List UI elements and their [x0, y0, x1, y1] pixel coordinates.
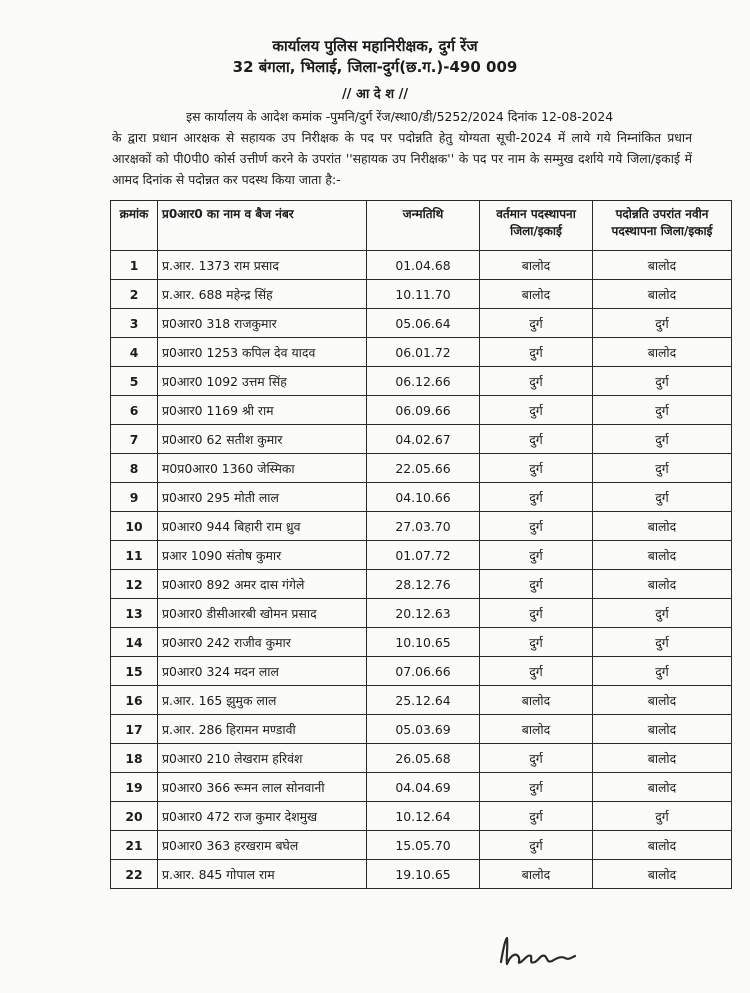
cell-dob: 01.04.68 — [367, 251, 480, 280]
header-serial: क्रमांक — [111, 201, 158, 251]
cell-new-posting: दुर्ग — [593, 454, 732, 483]
cell-name: प्र0आर0 डीसीआरबी खोमन प्रसाद — [158, 599, 367, 628]
cell-name: प्र0आर0 472 राज कुमार देशमुख — [158, 802, 367, 831]
paragraph-first-line: इस कार्यालय के आदेश कमांक -पुमनि/दुर्ग रेंज/स्था0/डी/5252/2024 दिनांक 12-08-2024 — [186, 109, 614, 124]
table-row — [111, 686, 732, 715]
cell-new-posting: दुर्ग — [593, 425, 732, 454]
cell-serial: 20 — [111, 802, 158, 831]
cell-dob: 01.07.72 — [367, 541, 480, 570]
cell-dob: 10.10.65 — [367, 628, 480, 657]
cell-current-posting: दुर्ग — [480, 744, 593, 773]
cell-current-posting: दुर्ग — [480, 541, 593, 570]
cell-serial: 5 — [111, 367, 158, 396]
cell-serial: 11 — [111, 541, 158, 570]
cell-dob: 28.12.76 — [367, 570, 480, 599]
cell-serial: 16 — [111, 686, 158, 715]
cell-serial: 22 — [111, 860, 158, 889]
cell-serial: 15 — [111, 657, 158, 686]
table-row — [111, 512, 732, 541]
cell-current-posting: दुर्ग — [480, 802, 593, 831]
cell-dob: 06.01.72 — [367, 338, 480, 367]
cell-name: म0प्र0आर0 1360 जेस्मिका — [158, 454, 367, 483]
cell-new-posting: दुर्ग — [593, 599, 732, 628]
table-row — [111, 831, 732, 860]
cell-current-posting: दुर्ग — [480, 483, 593, 512]
table-row — [111, 483, 732, 512]
header-current-posting: वर्तमान पदस्थापना जिला/इकाई — [480, 201, 593, 251]
cell-current-posting: बालोद — [480, 715, 593, 744]
office-address: 32 बंगला, भिलाई, जिला-दुर्ग(छ.ग.)-490 009 — [232, 58, 518, 76]
cell-dob: 04.04.69 — [367, 773, 480, 802]
table-row — [111, 367, 732, 396]
cell-serial: 4 — [111, 338, 158, 367]
cell-new-posting: दुर्ग — [593, 628, 732, 657]
cell-new-posting: बालोद — [593, 512, 732, 541]
table-row — [111, 599, 732, 628]
cell-current-posting: दुर्ग — [480, 425, 593, 454]
cell-new-posting: दुर्ग — [593, 396, 732, 425]
cell-name: प्र0आर0 1169 श्री राम — [158, 396, 367, 425]
signature — [495, 932, 585, 972]
cell-name: प्र.आर. 845 गोपाल राम — [158, 860, 367, 889]
cell-name: प्र0आर0 62 सतीश कुमार — [158, 425, 367, 454]
table-row — [111, 280, 732, 309]
cell-name: प्र.आर. 286 हिरामन मण्डावी — [158, 715, 367, 744]
header-dob: जन्मतिथि — [367, 201, 480, 251]
cell-current-posting: बालोद — [480, 280, 593, 309]
cell-dob: 04.10.66 — [367, 483, 480, 512]
cell-serial: 1 — [111, 251, 158, 280]
table-row — [111, 454, 732, 483]
cell-dob: 07.06.66 — [367, 657, 480, 686]
cell-name: प्र0आर0 318 राजकुमार — [158, 309, 367, 338]
table-body — [111, 251, 732, 889]
cell-serial: 10 — [111, 512, 158, 541]
cell-current-posting: दुर्ग — [480, 570, 593, 599]
cell-dob: 25.12.64 — [367, 686, 480, 715]
table-row — [111, 773, 732, 802]
cell-dob: 22.05.66 — [367, 454, 480, 483]
cell-dob: 06.12.66 — [367, 367, 480, 396]
cell-current-posting: दुर्ग — [480, 367, 593, 396]
cell-serial: 3 — [111, 309, 158, 338]
cell-new-posting: दुर्ग — [593, 483, 732, 512]
cell-dob: 10.12.64 — [367, 802, 480, 831]
cell-new-posting: बालोद — [593, 280, 732, 309]
cell-serial: 2 — [111, 280, 158, 309]
table-header-row — [111, 201, 732, 251]
table-row — [111, 715, 732, 744]
table-row — [111, 396, 732, 425]
table-row — [111, 338, 732, 367]
table-row — [111, 657, 732, 686]
table-row — [111, 802, 732, 831]
cell-new-posting: बालोद — [593, 715, 732, 744]
cell-serial: 12 — [111, 570, 158, 599]
cell-name: प्र0आर0 242 राजीव कुमार — [158, 628, 367, 657]
table-row — [111, 628, 732, 657]
cell-dob: 06.09.66 — [367, 396, 480, 425]
cell-name: प्र0आर0 324 मदन लाल — [158, 657, 367, 686]
cell-new-posting: दुर्ग — [593, 802, 732, 831]
cell-new-posting: दुर्ग — [593, 657, 732, 686]
cell-name: प्र.आर. 688 महेन्द्र सिंह — [158, 280, 367, 309]
cell-dob: 05.06.64 — [367, 309, 480, 338]
cell-dob: 10.11.70 — [367, 280, 480, 309]
cell-dob: 20.12.63 — [367, 599, 480, 628]
table-row — [111, 541, 732, 570]
cell-new-posting: बालोद — [593, 860, 732, 889]
cell-name: प्र0आर0 892 अमर दास गंगेले — [158, 570, 367, 599]
cell-current-posting: दुर्ग — [480, 628, 593, 657]
cell-dob: 26.05.68 — [367, 744, 480, 773]
cell-new-posting: बालोद — [593, 541, 732, 570]
cell-name: प्र0आर0 295 मोती लाल — [158, 483, 367, 512]
table-row — [111, 251, 732, 280]
cell-new-posting: बालोद — [593, 570, 732, 599]
cell-name: प्र0आर0 1092 उत्तम सिंह — [158, 367, 367, 396]
cell-name: प्र.आर. 1373 राम प्रसाद — [158, 251, 367, 280]
cell-current-posting: दुर्ग — [480, 309, 593, 338]
cell-new-posting: बालोद — [593, 831, 732, 860]
cell-new-posting: बालोद — [593, 773, 732, 802]
cell-new-posting: बालोद — [593, 744, 732, 773]
cell-serial: 8 — [111, 454, 158, 483]
cell-current-posting: दुर्ग — [480, 338, 593, 367]
cell-name: प्र0आर0 366 रूमन लाल सोनवानी — [158, 773, 367, 802]
cell-new-posting: बालोद — [593, 251, 732, 280]
cell-dob: 04.02.67 — [367, 425, 480, 454]
cell-serial: 14 — [111, 628, 158, 657]
cell-serial: 7 — [111, 425, 158, 454]
cell-current-posting: बालोद — [480, 251, 593, 280]
cell-current-posting: दुर्ग — [480, 773, 593, 802]
cell-current-posting: दुर्ग — [480, 599, 593, 628]
office-title: कार्यालय पुलिस महानिरीक्षक, दुर्ग रेंज — [272, 37, 478, 55]
cell-serial: 6 — [111, 396, 158, 425]
cell-serial: 17 — [111, 715, 158, 744]
cell-dob: 15.05.70 — [367, 831, 480, 860]
cell-current-posting: दुर्ग — [480, 396, 593, 425]
table-row — [111, 860, 732, 889]
cell-current-posting: दुर्ग — [480, 512, 593, 541]
cell-name: प्रआर 1090 संतोष कुमार — [158, 541, 367, 570]
header-new-posting: पदोन्नति उपरांत नवीन पदस्थापना जिला/इकाई — [593, 201, 732, 251]
table-row — [111, 425, 732, 454]
paragraph-body: के द्वारा प्रधान आरक्षक से सहायक उप निरीक्षक के पद पर पदोन्नति हेतु योग्यता सूची-2024 में लाये गये निम्नांकित प्रधान आरक्षकों को पी0पी0 कोर्स उत्तीर्ण करने के उपरांत ''सहायक उप निरीक्षक'' के पद पर नाम के सम्मुख दर्शाये गये जिला/इकाई में आमद दिनांक से पदोन्नत कर पदस्थ किया जाता है:- — [112, 130, 692, 187]
cell-dob: 05.03.69 — [367, 715, 480, 744]
cell-current-posting: दुर्ग — [480, 657, 593, 686]
cell-serial: 19 — [111, 773, 158, 802]
table-row — [111, 570, 732, 599]
cell-current-posting: दुर्ग — [480, 454, 593, 483]
order-title: // आ दे श // — [341, 87, 409, 102]
cell-current-posting: बालोद — [480, 860, 593, 889]
cell-serial: 18 — [111, 744, 158, 773]
cell-serial: 21 — [111, 831, 158, 860]
cell-serial: 13 — [111, 599, 158, 628]
cell-dob: 19.10.65 — [367, 860, 480, 889]
cell-name: प्र0आर0 210 लेखराम हरिवंश — [158, 744, 367, 773]
order-paragraph — [112, 106, 692, 190]
cell-name: प्र0आर0 363 हरखराम बघेल — [158, 831, 367, 860]
header-name: प्र0आर0 का नाम व बैज नंबर — [158, 201, 367, 251]
cell-new-posting: बालोद — [593, 686, 732, 715]
cell-new-posting: दुर्ग — [593, 309, 732, 338]
cell-name: प्र0आर0 944 बिहारी राम ध्रुव — [158, 512, 367, 541]
cell-dob: 27.03.70 — [367, 512, 480, 541]
cell-name: प्र.आर. 165 झुमुक लाल — [158, 686, 367, 715]
table-row — [111, 309, 732, 338]
cell-new-posting: दुर्ग — [593, 367, 732, 396]
cell-current-posting: दुर्ग — [480, 831, 593, 860]
cell-name: प्र0आर0 1253 कपिल देव यादव — [158, 338, 367, 367]
promotion-table — [110, 200, 732, 889]
cell-serial: 9 — [111, 483, 158, 512]
cell-current-posting: बालोद — [480, 686, 593, 715]
table-row — [111, 744, 732, 773]
cell-new-posting: बालोद — [593, 338, 732, 367]
